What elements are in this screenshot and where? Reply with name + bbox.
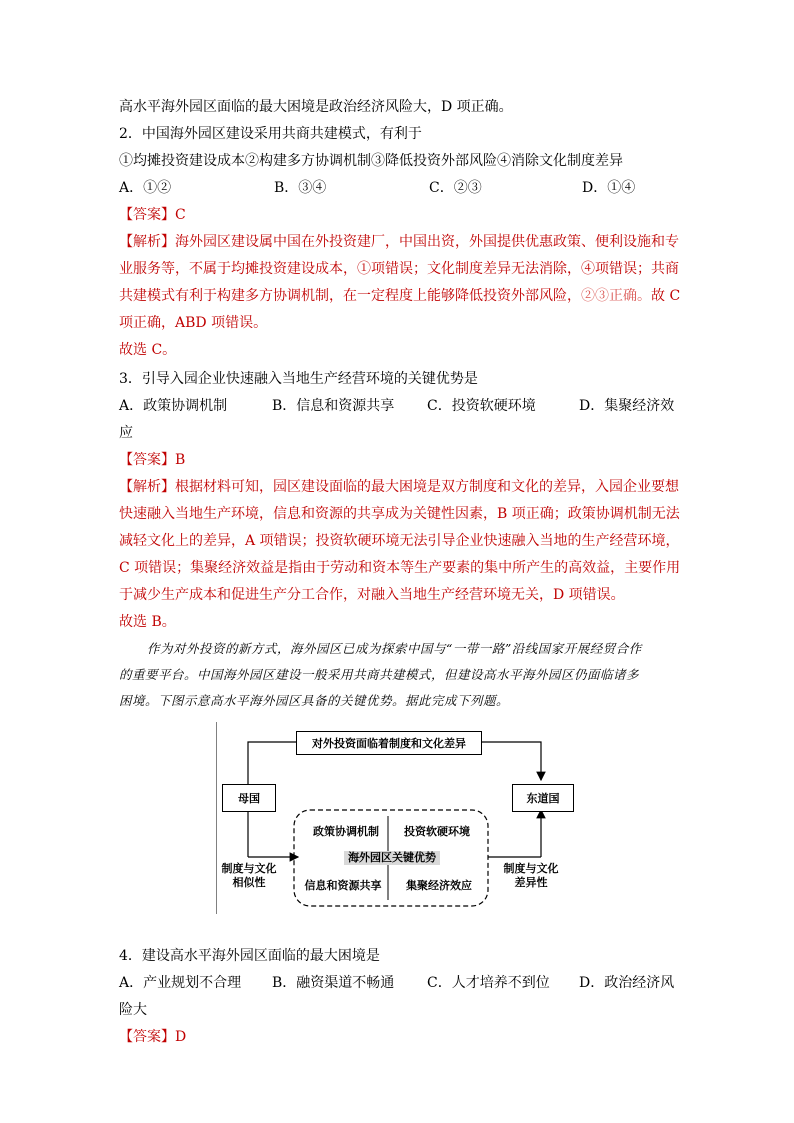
quadrant-policy: 政策协调机制	[313, 825, 379, 838]
top-box: 对外投资面临着制度和文化差异	[296, 731, 482, 755]
answer-value: D	[175, 1029, 187, 1045]
passage-line-3: 困境。下图示意高水平海外园区具备的关键优势。据此完成下列题。	[119, 693, 510, 708]
question-2-explanation-1	[119, 232, 679, 252]
question-2-explanation-4: 项正确，ABD 项错误。	[119, 315, 268, 331]
text-highlight: ②③正确。	[581, 288, 651, 304]
option-c[interactable]: C．投资软硬环境	[427, 398, 536, 414]
option-a[interactable]: A．①②	[119, 180, 172, 196]
question-2-stem: 2．中国海外园区建设采用共商共建模式，有利于	[119, 126, 422, 142]
question-4-answer	[119, 1027, 186, 1047]
center-label: 海外园区关键优势	[344, 851, 440, 865]
option-a[interactable]: A．政策协调机制	[119, 398, 228, 414]
question-3-explanation-4: C 项错误；集聚经济效益是指由于劳动和资本等生产要素的集中所产生的高效益，主要作用	[119, 560, 681, 576]
passage-line-1: 作为对外投资的新方式，海外园区已成为探索中国与“一带一路”沿线国家开展经贸合作	[147, 641, 642, 656]
question-2-explanation-2: 业服务等，不属于均摊投资建设成本，①项错误；文化制度差异无法消除，④项错误；共商	[119, 261, 679, 277]
answer-tag: 【答案】	[119, 452, 175, 468]
question-2-conclusion: 故选 C。	[119, 342, 177, 358]
option-c[interactable]: C．人才培养不到位	[427, 975, 550, 991]
question-4-stem: 4．建设高水平海外园区面临的最大困境是	[119, 948, 380, 964]
top-left-connector	[248, 742, 296, 784]
text: 根据材料可知，园区建设面临的最大困境是双方制度和文化的差异，入园企业要想	[175, 479, 679, 495]
question-3-explanation-3: 减轻文化上的差异，A 项错误；投资软硬环境无法引导企业快速融入当地的生产经营环境，	[119, 533, 680, 549]
text: 高水平海外园区面临的最大困境是政治经济风险大，D 项正确。	[119, 99, 513, 115]
reading-passage	[119, 636, 679, 714]
option-b[interactable]: B．信息和资源共享	[272, 398, 395, 414]
question-3-answer	[119, 450, 185, 470]
passage-line-2: 的重要平台。中国海外园区建设一般采用共商共建模式，但建设高水平海外园区仍面临诸多	[119, 667, 640, 682]
option-a[interactable]: A．产业规划不合理	[119, 975, 242, 991]
answer-tag: 【答案】	[119, 207, 175, 223]
left-label-line1: 制度与文化	[221, 862, 277, 875]
answer-value: B	[175, 452, 186, 468]
explanation-tag: 【解析】	[119, 479, 175, 495]
option-c[interactable]: C．②③	[429, 180, 482, 196]
host-country-box: 东道国	[512, 784, 574, 812]
question-3-conclusion: 故选 B。	[119, 614, 176, 630]
question-2-explanation-3	[119, 286, 680, 306]
text: 海外园区建设属中国在外投资建厂，中国出资，外国提供优惠政策、便利设施和专	[175, 234, 679, 250]
question-3-explanation-5: 于减少生产成本和促进生产分工合作，对融入当地生产经营环境无关，D 项错误。	[119, 587, 625, 603]
option-b[interactable]: B．融资渠道不畅通	[272, 975, 395, 991]
text: 故 C	[651, 288, 681, 304]
left-label-line2: 相似性	[232, 876, 266, 889]
option-d[interactable]: D．政治经济风	[579, 975, 675, 991]
option-b[interactable]: B．③④	[274, 180, 327, 196]
option-d[interactable]: D．①④	[582, 180, 636, 196]
explanation-tag: 【解析】	[119, 234, 175, 250]
home-country-box: 母国	[222, 784, 276, 812]
key-advantages-diagram	[216, 722, 596, 914]
question-3-explanation-2: 快速融入当地生产环境，信息和资源的共享成为关键性因素，B 项正确；政策协调机制无法	[119, 506, 680, 522]
right-label-line1: 制度与文化	[503, 862, 559, 875]
quadrant-info-sharing: 信息和资源共享	[304, 879, 382, 892]
question-4-option-wrap: 险大	[119, 1002, 147, 1018]
quadrant-agglomeration: 集聚经济效应	[406, 879, 472, 892]
question-2-answer	[119, 205, 186, 225]
question-2-items: ①均摊投资建设成本②构建多方协调机制③降低投资外部风险④消除文化制度差异	[119, 153, 623, 169]
question-3-option-wrap: 应	[119, 425, 133, 441]
text: 共建模式有利于构建多方协调机制，在一定程度上能够降低投资外部风险，	[119, 288, 581, 304]
q1-explanation-tail	[119, 97, 513, 117]
answer-tag: 【答案】	[119, 1029, 175, 1045]
top-right-arrow	[480, 742, 541, 780]
quadrant-investment: 投资软硬环境	[404, 825, 470, 838]
option-d[interactable]: D．集聚经济效	[579, 398, 675, 414]
question-3-explanation-1	[119, 477, 679, 497]
answer-value: C	[175, 207, 186, 223]
question-3-stem: 3．引导入园企业快速融入当地生产经营环境的关键优势是	[119, 371, 478, 387]
right-label-line2: 差异性	[514, 876, 548, 889]
